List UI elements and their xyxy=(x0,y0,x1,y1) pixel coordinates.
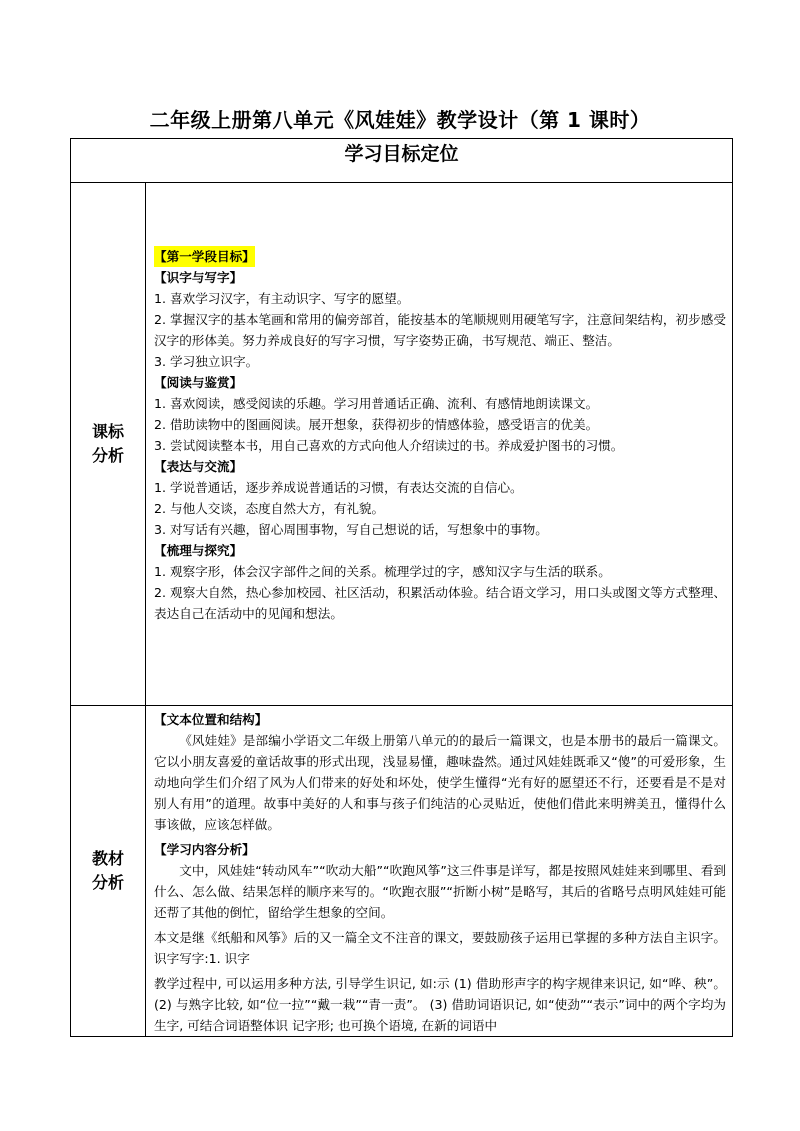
goal-heading: 【第一学段目标】 xyxy=(154,246,255,267)
content-text: 文中，风娃娃“转动风车”“吹动大船”“吹跑风筝”这三件事是详写，都是按照风娃娃来到哪里、看到什么、怎么做、结果怎样的顺序来写的。“吹跑衣服”“折断小树”是略写，其后的省略号点明风娃娃可能还帮了其他的倒忙，留给学生想象的空间。 xyxy=(154,863,726,920)
reading-item-1: 1. 喜欢阅读，感受阅读的乐趣。学习用普通话正确、流利、有感情地朗读课文。 xyxy=(154,396,599,411)
materials-content-cell xyxy=(146,706,733,1037)
reading-item-3: 3. 尝试阅读整本书，用自己喜欢的方式向他人介绍读过的书。养成爱护图书的习惯。 xyxy=(154,438,624,453)
materials-row xyxy=(71,706,733,1037)
content-heading: 【学习内容分析】 xyxy=(154,842,255,857)
position-text: 《风娃娃》是部编小学语文二年级上册第八单元的的最后一篇课文，也是本册书的最后一篇课文。它以小朋友喜爱的童话故事的形式出现，浅显易懂，趣味盎然。通过风娃娃既乖又“傻”的可爱形象，生动地向学生们介绍了风为人们带来的好处和坏处，使学生懂得“光有好的愿望还不行，还要看是不是对别人有用”的道理。故事中美好的人和事与孩子们纯洁的心灵贴近，使他们借此来明辨美丑，懂得什么事该做，应该怎样做。 xyxy=(154,733,726,832)
standards-content-cell xyxy=(146,183,733,706)
expression-heading: 【表达与交流】 xyxy=(154,459,243,474)
literacy-item-3: 3. 学习独立识字。 xyxy=(154,354,259,369)
reading-heading: 【阅读与鉴赏】 xyxy=(154,375,243,390)
materials-label xyxy=(71,706,146,1037)
document-title: 二年级上册第八单元《风娃娃》教学设计（第 1 课时） xyxy=(149,108,651,132)
materials-label-line2: 分析 xyxy=(91,873,124,892)
expression-item-2: 2. 与他人交谈，态度自然大方，有礼貌。 xyxy=(154,501,385,516)
literacy-heading: 【识字与写字】 xyxy=(154,270,243,285)
standards-label-line2: 分析 xyxy=(91,446,124,465)
expression-item-1: 1. 学说普通话，逐步养成说普通话的习惯，有表达交流的自信心。 xyxy=(154,480,523,495)
inquiry-heading: 【梳理与探究】 xyxy=(154,543,243,558)
section-header-row xyxy=(71,139,733,183)
standards-label xyxy=(71,183,146,706)
lesson-plan-table xyxy=(70,138,733,1037)
standards-row xyxy=(71,183,733,706)
expression-item-3: 3. 对写话有兴趣，留心周围事物，写自己想说的话，写想象中的事物。 xyxy=(154,522,548,537)
standards-label-line1: 课标 xyxy=(91,422,124,441)
reading-item-2: 2. 借助读物中的图画阅读。展开想象，获得初步的情感体验，感受语言的优美。 xyxy=(154,417,599,432)
position-heading: 【文本位置和结构】 xyxy=(154,712,268,727)
inquiry-item-2: 2. 观察大自然，热心参加校园、社区活动，积累活动体验。结合语文学习，用口头或图文等方式整理、表达自己在活动中的见闻和想法。 xyxy=(154,585,726,621)
inquiry-item-1: 1. 观察字形，体会汉字部件之间的关系。梳理学过的字，感知汉字与生活的联系。 xyxy=(154,564,611,579)
materials-label-line1: 教材 xyxy=(91,849,124,868)
literacy-item-1: 1. 喜欢学习汉字，有主动识字、写字的愿望。 xyxy=(154,291,410,306)
section-header: 学习目标定位 xyxy=(71,139,733,183)
content-text-3: 教学过程中, 可以运用多种方法, 引导学生识记, 如:示 (1) 借助形声字的构字规律来识记, 如“哗、秧”。 (2) 与熟字比较, 如“位一拉”“戴一栽”“青一责”。 (3) 借助词语识记, 如“使劲”“表示”词中的两个字均为生字, 可结合词语整体识 记字形; 也可换个语境, 在新的词语中 xyxy=(154,976,726,1033)
content-text-2: 本文是继《纸船和风筝》后的又一篇全文不注音的课文，要鼓励孩子运用已掌握的多种方法自主识字。识字写字:1. 识字 xyxy=(154,930,726,966)
literacy-item-2: 2. 掌握汉字的基本笔画和常用的偏旁部首，能按基本的笔顺规则用硬笔写字，注意间架结构，初步感受汉字的形体美。努力养成良好的写字习惯，写字姿势正确，书写规范、端正、整洁。 xyxy=(154,312,726,348)
